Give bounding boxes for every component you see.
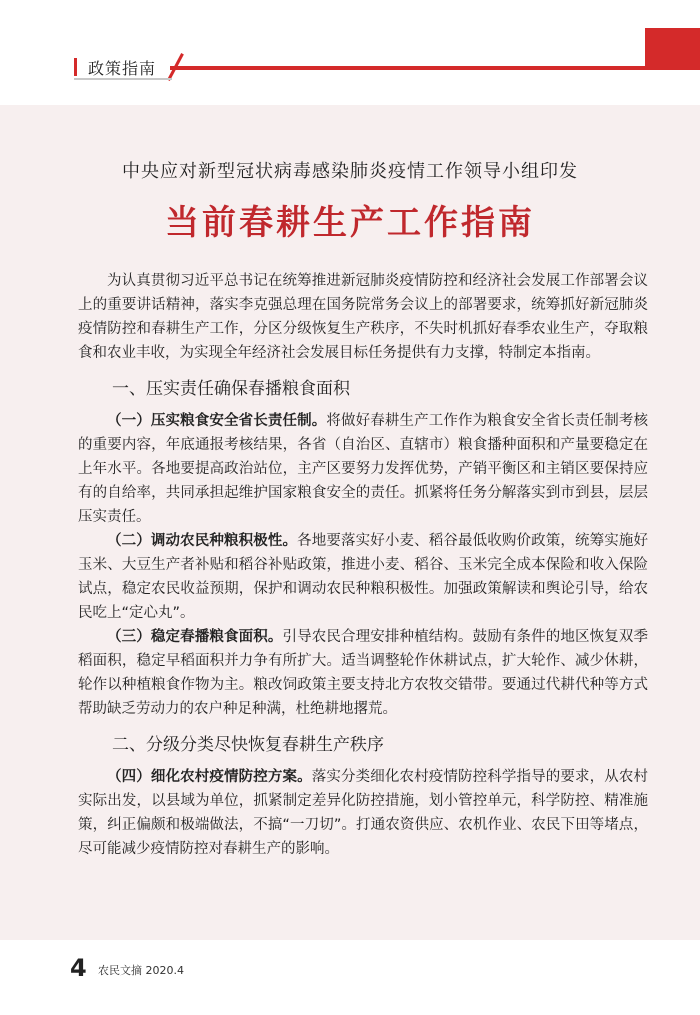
article-subtitle: 中央应对新型冠状病毒感染肺炎疫情工作领导小组印发 — [122, 161, 578, 182]
article-panel — [0, 105, 700, 940]
page-number: 4 — [70, 954, 87, 982]
item-paragraph — [78, 765, 648, 861]
section-tab-mark — [74, 58, 77, 76]
item-paragraph — [78, 625, 648, 721]
header-red-block — [645, 28, 700, 70]
item-paragraph — [78, 529, 648, 625]
section-heading-1: 一、压实责任确保春播粮食面积 — [112, 379, 350, 399]
publication-name: 农民文摘 2020.4 — [98, 964, 184, 977]
section-tab-slash — [167, 53, 184, 81]
item-text: 各地要落实好小麦、稻谷最低收购价政策，统筹实施好玉米、大豆生产者补贴和稻谷补贴政策，推进小麦、稻谷、玉米完全成本保险和收入保险试点，稳定农民收益预期，保护和调动农民种粮积极性。加强政策解读和舆论引导，给农民吃上“定心丸”。 — [78, 533, 648, 621]
section-tab — [74, 52, 184, 80]
item-text: 落实分类细化农村疫情防控科学指导的要求，从农村实际出发，以县域为单位，抓紧制定差异化防控措施，划小管控单元，科学防控、精准施策，纠正偏颇和极端做法，不搞“一刀切”。打通农资供应、农机作业、农民下田等堵点，尽可能减少疫情防控对春耕生产的影响。 — [78, 769, 648, 857]
item-lead: （三）稳定春播粮食面积。 — [107, 629, 283, 645]
item-lead: （一）压实粮食安全省长责任制。 — [107, 413, 327, 429]
header-red-rule — [170, 66, 700, 70]
item-text: 将做好春耕生产工作作为粮食安全省长责任制考核的重要内容，年底通报考核结果，各省（自治区、直辖市）粮食播种面积和产量要稳定在上年水平。各地要提高政治站位，主产区要努力发挥优势，产销平衡区和主销区要保持应有的自给率，共同承担起维护国家粮食安全的责任。抓紧将任务分解落实到市到县，层层压实责任。 — [78, 413, 648, 525]
item-lead: （四）细化农村疫情防控方案。 — [107, 769, 312, 785]
section-tab-underline — [74, 78, 172, 80]
item-paragraph — [78, 409, 648, 529]
section-label: 政策指南 — [88, 59, 157, 78]
section-heading-2: 二、分级分类尽快恢复春耕生产秩序 — [112, 735, 384, 755]
item-text: 引导农民合理安排种植结构。鼓励有条件的地区恢复双季稻面积，稳定早稻面积并力争有所扩大。适当调整轮作休耕试点，扩大轮作、减少休耕，轮作以种植粮食作物为主。粮改饲政策主要支持北方农牧交错带。要通过代耕代种等方式帮助缺乏劳动力的农户种足种满，杜绝耕地撂荒。 — [78, 629, 648, 717]
intro-paragraph: 为认真贯彻习近平总书记在统筹推进新冠肺炎疫情防控和经济社会发展工作部署会议上的重要讲话精神，落实李克强总理在国务院常务会议上的部署要求，统筹抓好新冠肺炎疫情防控和春耕生产工作，分区分级恢复生产秩序，不失时机抓好春季农业生产，夺取粮食和农业丰收，为实现全年经济社会发展目标任务提供有力支撑，特制定本指南。 — [78, 273, 648, 361]
item-lead: （二）调动农民种粮积极性。 — [107, 533, 298, 549]
article-title: 当前春耕生产工作指南 — [165, 203, 535, 243]
page-header — [0, 0, 700, 105]
page-footer — [0, 940, 700, 1015]
article-body — [78, 269, 648, 861]
